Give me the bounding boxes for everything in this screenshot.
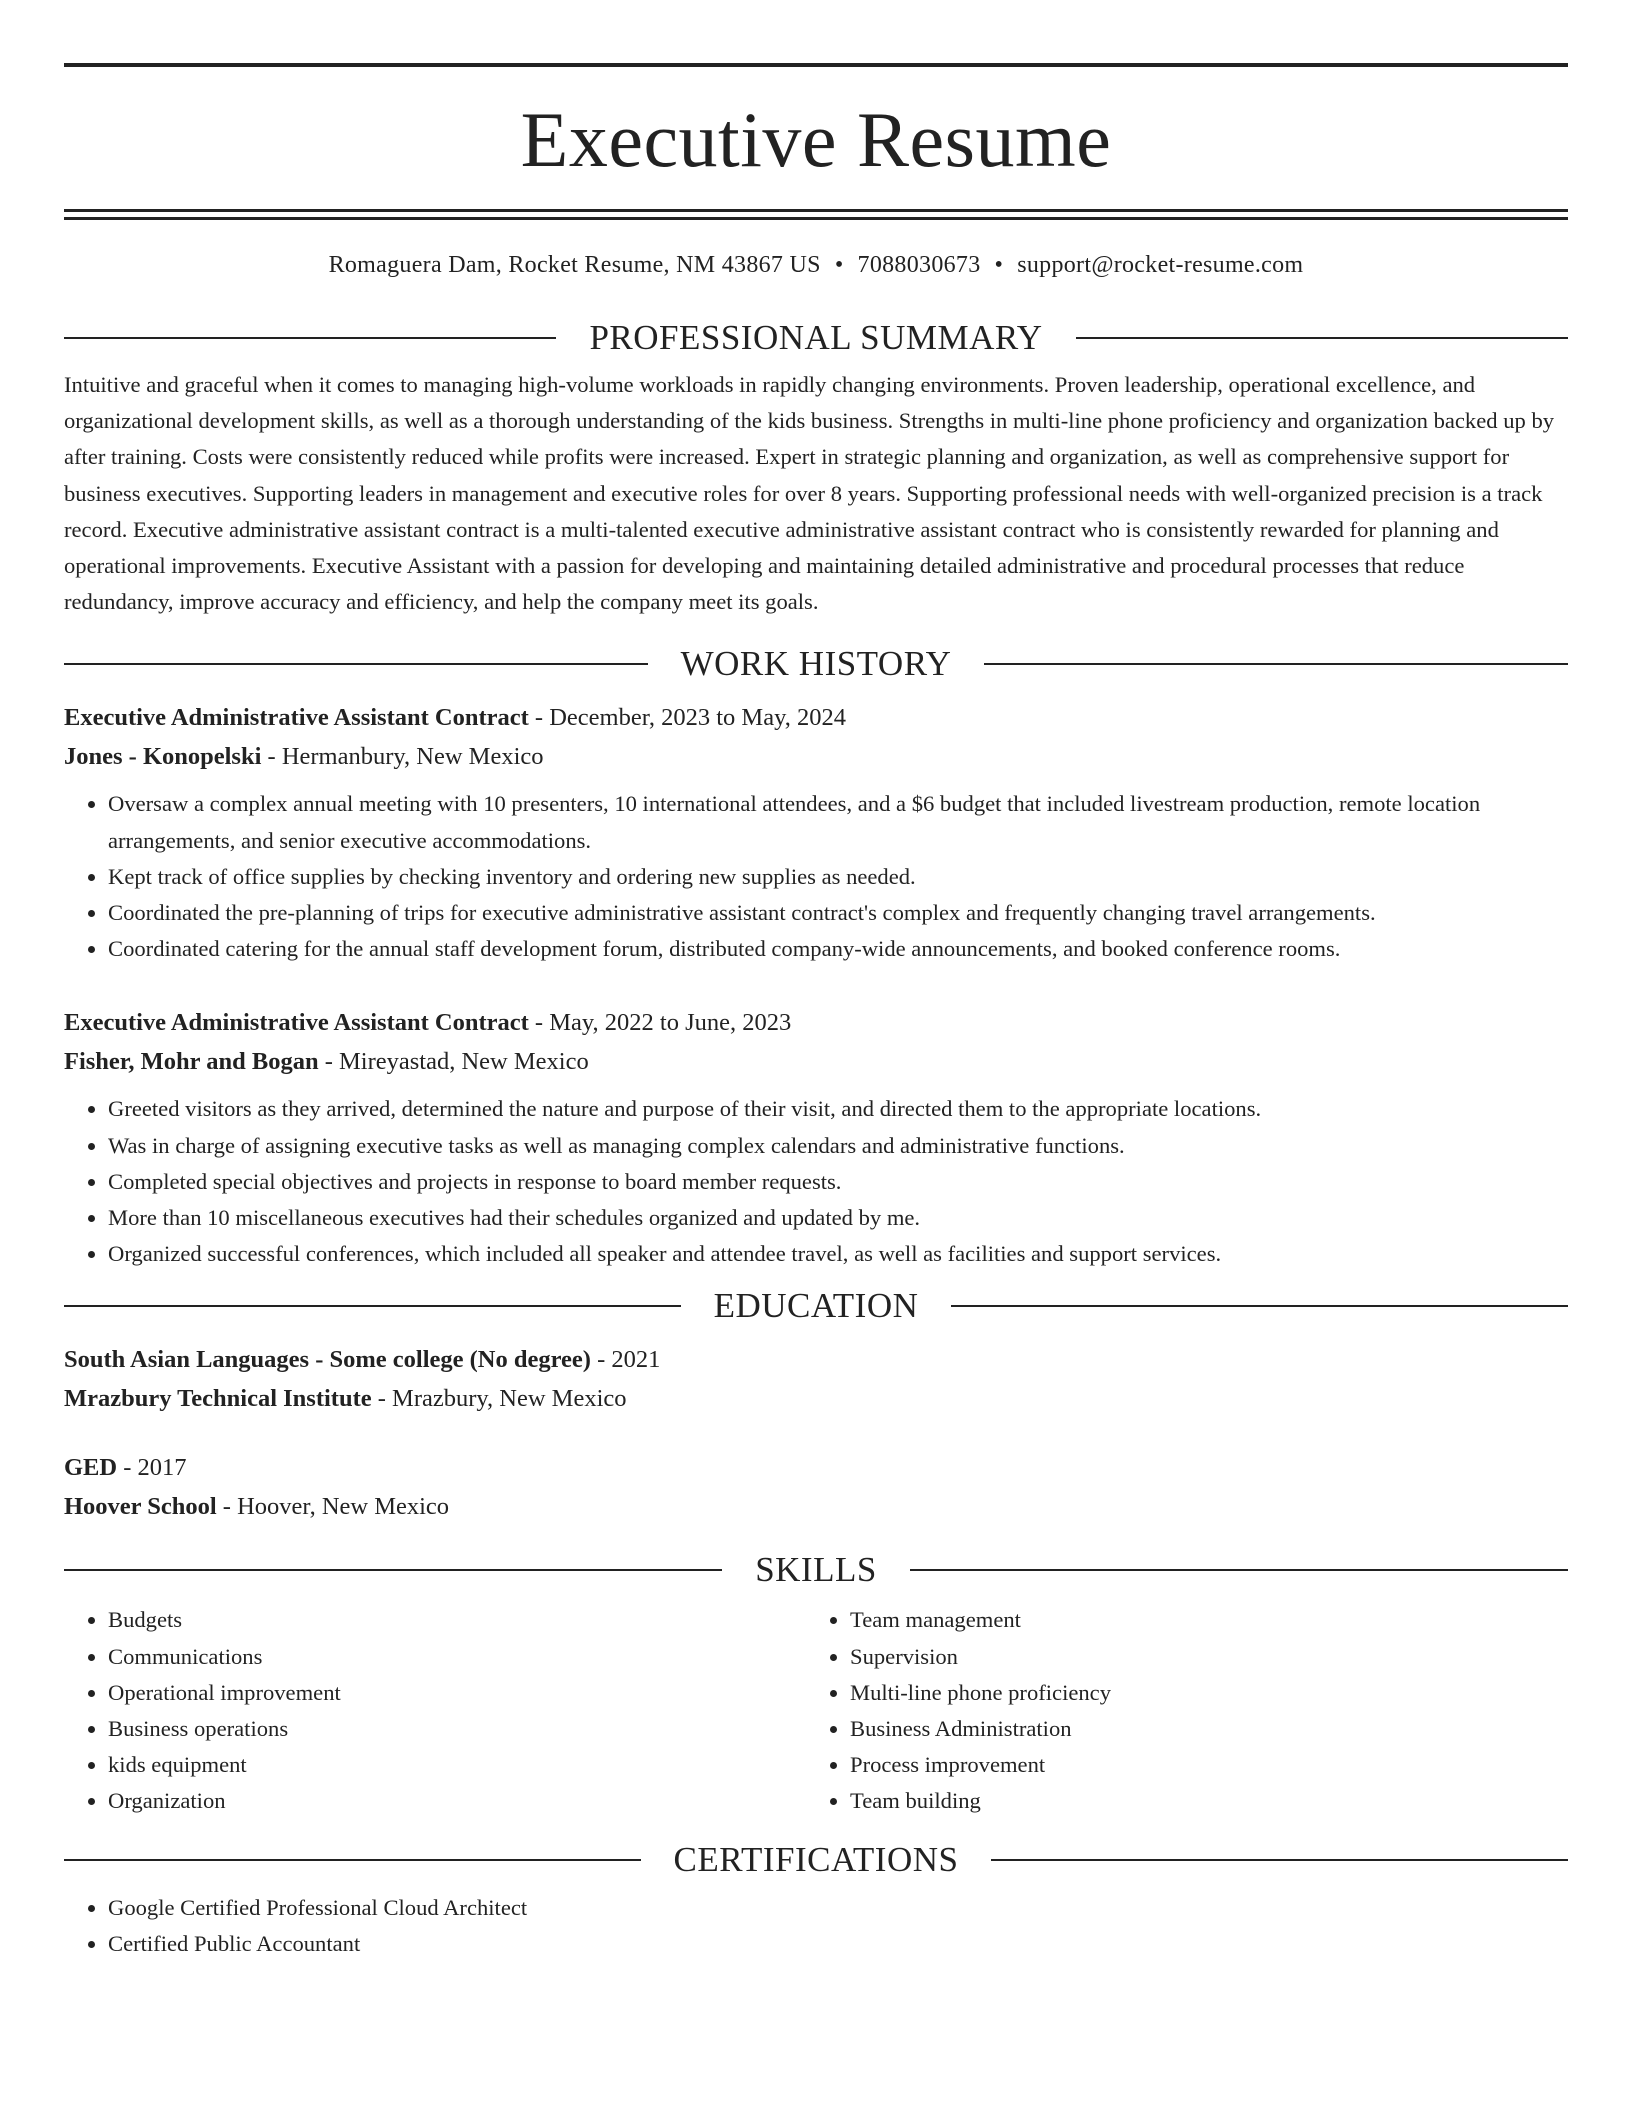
skill-item: • Team building [850,1783,1548,1819]
certification-item: • Certified Public Accountant [108,1926,1568,1962]
skill-item: • kids equipment [108,1747,806,1783]
skill-item: • Budgets [108,1602,806,1638]
heading-rule-left [64,1305,681,1307]
education-school: Mrazbury Technical Institute [64,1385,372,1413]
contact-phone: 7088030673 [857,252,981,278]
job-bullet: • Completed special objectives and projects in response to board member requests. [108,1164,1568,1200]
title-double-rule [64,209,1568,220]
skill-item: • Team management [850,1602,1548,1638]
skill-item: • Business Administration [850,1711,1548,1747]
job-dates: - May, 2022 to June, 2023 [528,1009,792,1037]
skill-item: • Multi-line phone proficiency [850,1675,1548,1711]
skill-item: • Process improvement [850,1747,1548,1783]
heading-rule-right [984,663,1568,665]
contact-address: Romaguera Dam, Rocket Resume, NM 43867 US [328,252,821,278]
education-year: - 2017 [117,1454,187,1482]
job-title-line [64,1003,1568,1042]
job-entry [64,698,1568,967]
skill-item: • Organization [108,1783,806,1819]
education-entry [64,1448,1568,1526]
heading-rule-left [64,1859,641,1861]
heading-rule-right [910,1569,1568,1571]
job-location: - Hermanbury, New Mexico [261,743,544,771]
skill-item: • Business operations [108,1711,806,1747]
heading-rule-left [64,1569,722,1571]
heading-rule-left [64,337,556,339]
section-title: WORK HISTORY [680,644,952,684]
skill-item: • Supervision [850,1639,1548,1675]
job-bullet: • Oversaw a complex annual meeting with 10 presenters, 10 international attendees, and a $6 budget that included livestream production, remote location arrangements, and senior executive accommodations. [108,786,1568,858]
heading-rule-right [991,1859,1568,1861]
contact-line [64,250,1568,280]
section-title: PROFESSIONAL SUMMARY [589,318,1043,357]
job-bullets [64,1091,1568,1272]
education-degree: South Asian Languages - Some college (No degree) [64,1346,591,1374]
skills-list-left [64,1602,806,1819]
job-bullet: • Was in charge of assigning executive tasks as well as managing complex calendars and administrative functions. [108,1128,1568,1164]
job-title: Executive Administrative Assistant Contract [64,1009,529,1037]
resume-page [64,0,1568,1962]
job-bullets [64,786,1568,967]
section-heading-summary [64,318,1568,358]
job-company: Jones - Konopelski [64,743,262,771]
resume-title: Executive Resume [520,96,1112,183]
heading-rule-right [951,1305,1568,1307]
education-location: - Hoover, New Mexico [216,1493,450,1521]
job-dates: - December, 2023 to May, 2024 [528,704,847,732]
section-title: CERTIFICATIONS [673,1839,959,1879]
education-location: - Mrazbury, New Mexico [371,1385,627,1413]
education-school-line [64,1379,1568,1418]
skill-item: • Communications [108,1639,806,1675]
job-entry [64,1003,1568,1272]
job-bullet: • Coordinated the pre-planning of trips for executive administrative assistant contract's complex and frequently changing travel arrangements. [108,895,1568,931]
certification-item: • Google Certified Professional Cloud Architect [108,1890,1568,1926]
section-title: SKILLS [755,1550,877,1590]
education-degree-line [64,1448,1568,1487]
section-heading-work-history [64,644,1568,684]
contact-separator: • [994,252,1004,278]
job-bullet: • Kept track of office supplies by checking inventory and ordering new supplies as needed. [108,859,1568,895]
education-school-line [64,1487,1568,1526]
job-title: Executive Administrative Assistant Contract [64,704,529,732]
job-bullet: • Coordinated catering for the annual staff development forum, distributed company-wide announcements, and booked conference rooms. [108,931,1568,967]
education-school: Hoover School [64,1493,217,1521]
contact-separator: • [834,252,844,278]
education-entry [64,1340,1568,1418]
section-title: EDUCATION [713,1286,919,1326]
job-bullet: • More than 10 miscellaneous executives had their schedules organized and updated by me. [108,1200,1568,1236]
heading-rule-left [64,663,648,665]
job-title-line [64,698,1568,737]
section-heading-education [64,1286,1568,1326]
contact-email: support@rocket-resume.com [1017,252,1304,278]
section-heading-skills [64,1550,1568,1590]
education-degree-line [64,1340,1568,1379]
education-degree: GED [64,1454,118,1482]
top-rule [64,63,1568,67]
education-year: - 2021 [590,1346,661,1374]
certifications-list [64,1890,1568,1962]
skill-item: • Operational improvement [108,1675,806,1711]
skills-columns [64,1602,1568,1819]
heading-rule-right [1076,337,1568,339]
job-location: - Mireyastad, New Mexico [318,1048,589,1076]
job-company-line [64,737,1568,776]
job-bullet: • Organized successful conferences, which included all speaker and attendee travel, as well as facilities and support services. [108,1236,1568,1272]
section-heading-certifications [64,1840,1568,1880]
job-company: Fisher, Mohr and Bogan [64,1048,319,1076]
summary-text: Intuitive and graceful when it comes to managing high-volume workloads in rapidly changing environments. Proven leadership, operational excellence, and organizational development skills, as well as a thorough understanding of the kids business. Strengths in multi-line phone proficiency and organization backed up by after training. Costs were consistently reduced while profits were increased. Expert in strategic planning and organization, as well as comprehensive support for business executives. Supporting leaders in management and executive roles for over 8 years. Supporting professional needs with well-organized precision is a track record. Executive administrative assistant contract is a multi-talented executive administrative assistant contract who is consistently rewarded for planning and operational improvements. Executive Assistant with a passion for developing and maintaining detailed administrative and procedural processes that reduce redundancy, improve accuracy and efficiency, and help the company meet its goals. [64,372,1555,615]
job-bullet: • Greeted visitors as they arrived, determined the nature and purpose of their visit, and directed them to the appropriate locations. [108,1091,1568,1127]
job-company-line [64,1042,1568,1081]
skills-list-right [806,1602,1548,1819]
